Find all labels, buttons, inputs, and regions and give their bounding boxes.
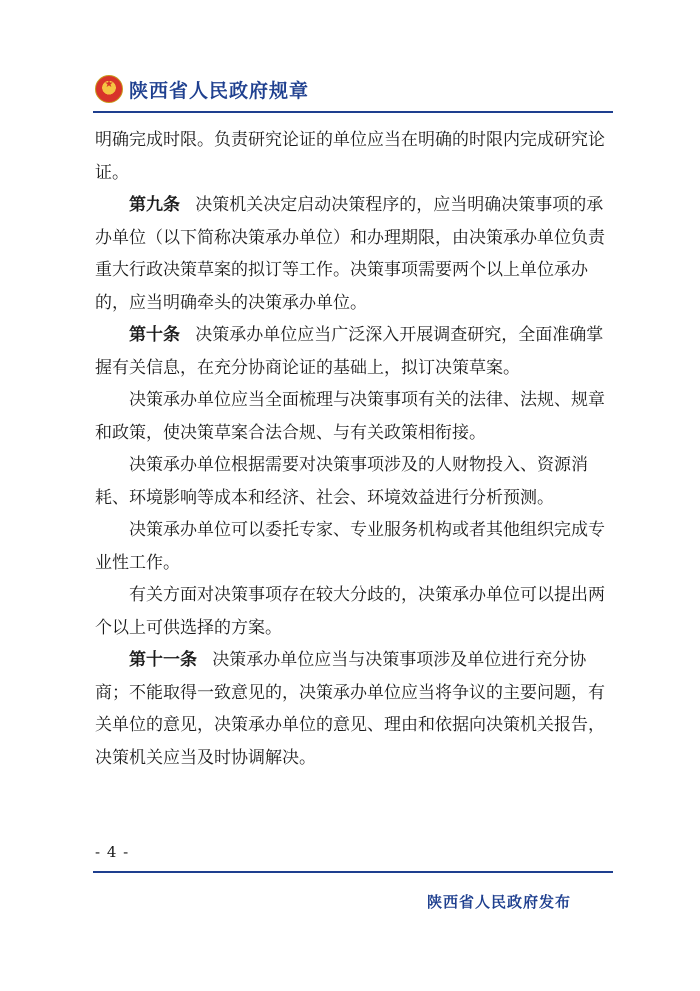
footer-publisher: 陕西省人民政府发布 bbox=[427, 893, 572, 911]
page-number: - 4 - bbox=[95, 843, 130, 861]
article-title: 第九条 bbox=[129, 195, 180, 215]
paragraph: 决策承办单位应当全面梳理与决策事项有关的法律、法规、规章和政策，使决策草案合法合规、与有关政策相衔接。 bbox=[95, 390, 605, 443]
paragraph-text: 决策机关决定启动决策程序的，应当明确决策事项的承办单位（以下简称决策承办单位）和办理期限，由决策承办单位负责重大行政决策草案的拟订等工作。决策事项需要两个以上单位承办的，应当明确牵头的决策承办单位。 bbox=[95, 195, 605, 313]
national-emblem-icon bbox=[95, 75, 123, 103]
footer-divider bbox=[93, 871, 613, 873]
article-title: 第十条 bbox=[129, 325, 180, 345]
page-header bbox=[95, 75, 309, 103]
paragraph bbox=[95, 124, 613, 189]
paragraph: 有关方面对决策事项存在较大分歧的，决策承办单位可以提出两个以上可供选择的方案。 bbox=[95, 585, 605, 638]
article-11 bbox=[95, 644, 613, 774]
header-divider bbox=[93, 111, 613, 113]
paragraph-text: 明确完成时限。负责研究论证的单位应当在明确的时限内完成研究论证。 bbox=[95, 130, 605, 183]
paragraph: 决策承办单位可以委托专家、专业服务机构或者其他组织完成专业性工作。 bbox=[95, 520, 605, 573]
paragraph-text: 决策承办单位应当与决策事项涉及单位进行充分协商；不能取得一致意见的，决策承办单位应当将争议的主要问题，有关单位的意见，决策承办单位的意见、理由和依据向决策机关报告，决策机关应当及时协调解决。 bbox=[95, 650, 605, 768]
article-10 bbox=[95, 319, 613, 384]
article-title: 第十一条 bbox=[129, 650, 197, 670]
article-9 bbox=[95, 189, 613, 319]
document-body bbox=[95, 124, 613, 774]
paragraph: 决策承办单位根据需要对决策事项涉及的人财物投入、资源消耗、环境影响等成本和经济、社会、环境效益进行分析预测。 bbox=[95, 455, 588, 508]
paragraph-text: 决策承办单位应当广泛深入开展调查研究，全面准确掌握有关信息，在充分协商论证的基础上，拟订决策草案。 bbox=[95, 325, 604, 378]
header-title: 陕西省人民政府规章 bbox=[129, 79, 310, 102]
